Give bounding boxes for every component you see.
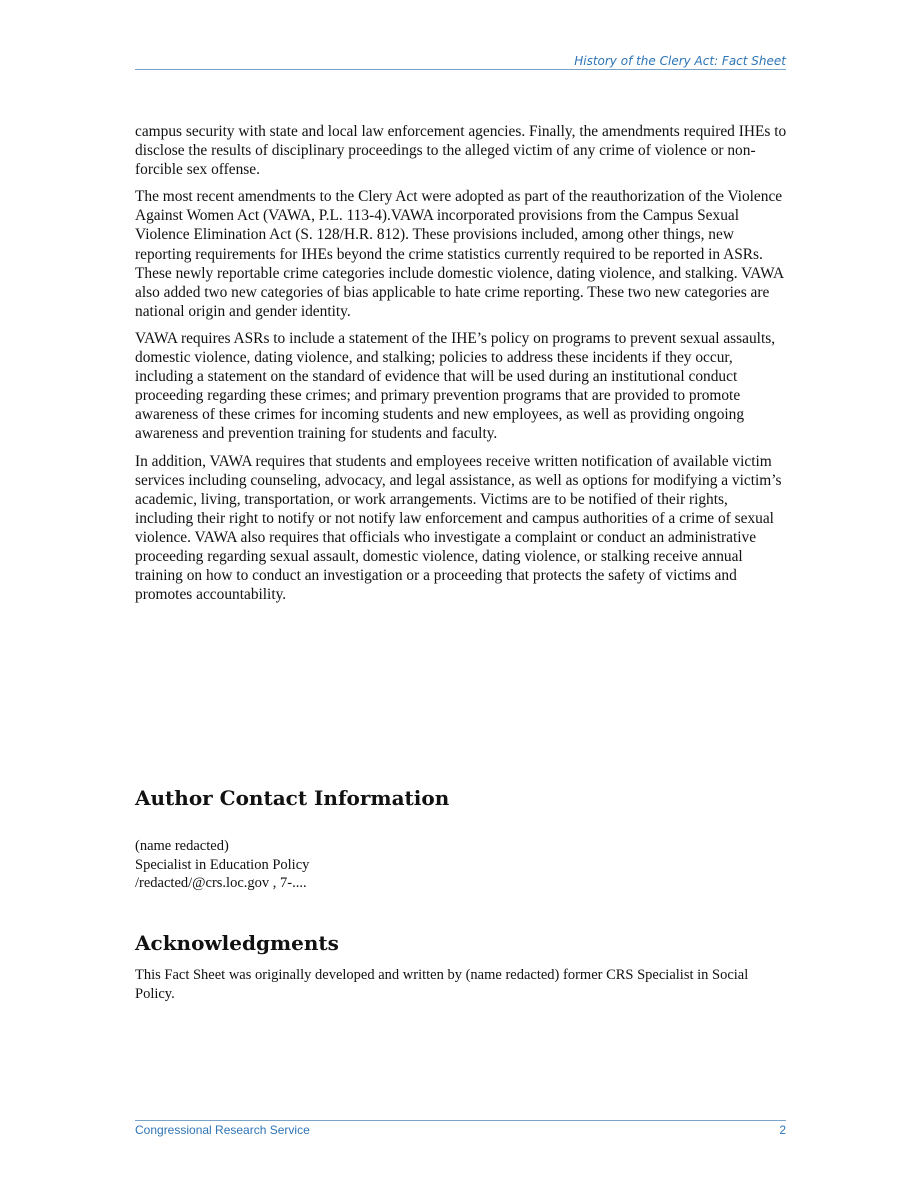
author-title: Specialist in Education Policy (135, 856, 310, 873)
footer-publisher: Congressional Research Service (135, 1123, 310, 1137)
author-contact-details: /redacted/@crs.loc.gov , 7-.... (135, 875, 307, 891)
acknowledgments-heading: Acknowledgments (135, 931, 339, 955)
body-paragraph: campus security with state and local law enforcement agencies. Finally, the amendments required IHEs to disclose the results of disciplinary proceedings to the alleged victim of any crime of violence or non-forcible sex offense. (135, 123, 787, 179)
author-contact-block (135, 837, 309, 893)
footer-rule (135, 1120, 786, 1121)
running-header-title: History of the Clery Act: Fact Sheet (574, 54, 786, 68)
author-contact-heading: Author Contact Information (135, 786, 450, 810)
header-rule (135, 69, 786, 70)
body-text (135, 122, 787, 612)
author-name: (name redacted) (135, 838, 229, 854)
acknowledgments-text: This Fact Sheet was originally developed and written by (name redacted) former CRS Specialist in Social Policy. (135, 967, 749, 1002)
body-paragraph: VAWA requires ASRs to include a statement of the IHE’s policy on programs to prevent sexual assaults, domestic violence, dating violence, and stalking; policies to address these incidents if they occur, including a statement on the standard of evidence that will be used during an institutional conduct proceeding regarding these crimes; and primary prevention programs that are provided to promote awareness of these crimes for incoming students and new employees, as well as providing ongoing awareness and prevention training for students and faculty. (135, 329, 776, 443)
page-number: 2 (779, 1123, 786, 1137)
body-paragraph: In addition, VAWA requires that students and employees receive written notification of available victim services including counseling, advocacy, and legal assistance, as well as options for modifying a victim’s academic, living, transportation, or work arrangements. Victims are to be notified of their rights, including their right to notify or not notify law enforcement and campus authorities of a crime of sexual violence. VAWA also requires that officials who investigate a complaint or conduct an administrative proceeding regarding sexual assault, domestic violence, dating violence, or stalking receive annual training on how to conduct an investigation or a proceeding that protects the safety of victims and promotes accountability. (135, 452, 782, 604)
body-paragraph: The most recent amendments to the Clery Act were adopted as part of the reauthorization of the Violence Against Women Act (VAWA, P.L. 113-4).VAWA incorporated provisions from the Campus Sexual Violence Elimination Act (S. 128/H.R. 812). These provisions included, among other things, new reporting requirements for IHEs beyond the crime statistics currently required to be reported in ASRs. These newly reportable crime categories include domestic violence, dating violence, and stalking. VAWA also added two new categories of bias applicable to hate crime reporting. These two new categories are national origin and gender identity. (135, 188, 784, 320)
